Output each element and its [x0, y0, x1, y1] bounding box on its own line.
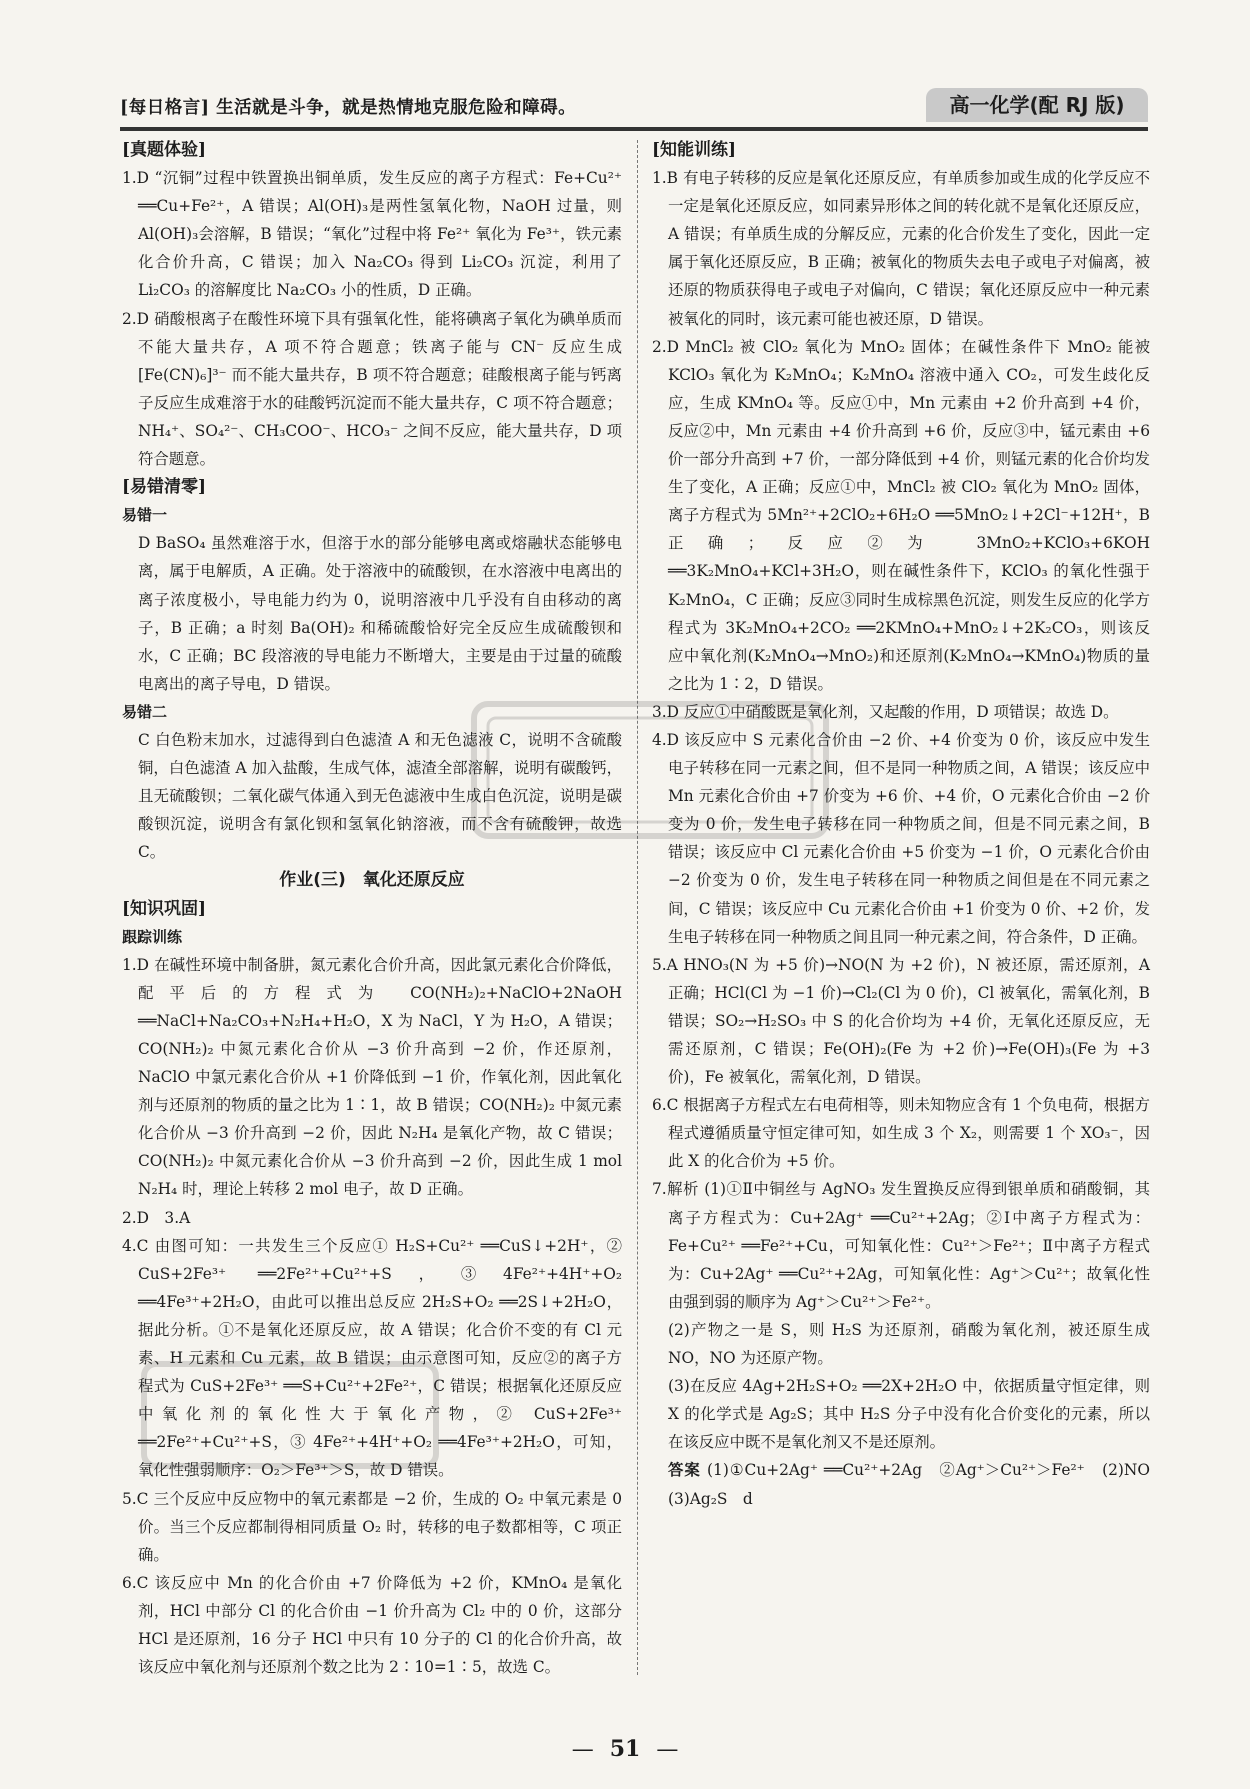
right-column: [652, 136, 1166, 1513]
assignment-title: 作业(三) 氧化还原反应: [279, 870, 465, 891]
explanation-paragraph: D BaSO₄ 虽然难溶于水，但溶于水的部分能够电离或熔融状态能够电离，属于电解质，A 正确。处于溶液中的硫酸钡，在水溶液中电离出的离子浓度极小，导电能力约为 0，说明溶液中几乎没有自由移动的离子，B 正确；a 时刻 Ba(OH)₂ 和稀硫酸恰好完全反应生成硫酸钡和水，C 正确；BC 段溶液的导电能力不断增大，主要是由于过量的硫酸电离出的离子导电，D 错误。: [138, 534, 622, 693]
section-heading-row: [122, 895, 622, 923]
subsection-label: 易错一: [122, 506, 168, 525]
answer-text: (1)①Cu+2Ag⁺ ══Cu²⁺+2Ag ②Ag⁺＞Cu²⁺＞Fe²⁺ (2)NO (3)Ag₂S d: [668, 1461, 1166, 1508]
section-heading: [真题体验]: [122, 140, 207, 160]
header-rule: [120, 127, 1148, 131]
answer-item: 3.D 反应①中硝酸既是氧化剂，又起酸的作用，D 项错误；故选 D。: [652, 702, 1119, 721]
section-heading-row: [122, 136, 622, 164]
answer-item: 5.C 三个反应中反应物中的氧元素都是 −2 价，生成的 O₂ 中氧元素是 0 价。当三个反应都制得相同质量 O₂ 时，转移的电子数都相等，C 项正确。: [122, 1489, 622, 1564]
book-title-badge: 高一化学(配 RJ 版): [926, 88, 1148, 122]
explanation-paragraph: (3)在反应 4Ag+2H₂S+O₂ ══2X+2H₂O 中，依据质量守恒定律，则 X 的化学式是 Ag₂S；其中 H₂S 分子中没有化合价变化的元素，所以在该反应中既不是氧化剂又不是还原剂。: [668, 1377, 1150, 1452]
answer-line: [652, 1456, 1166, 1512]
section-heading: [知识巩固]: [122, 898, 207, 919]
section-heading-row: [122, 473, 622, 501]
answer-item: 2.D MnCl₂ 被 ClO₂ 氧化为 MnO₂ 固体；在碱性条件下 MnO₂ 能被 KClO₃ 氧化为 K₂MnO₄；K₂MnO₄ 溶液中通入 CO₂，可发生歧化反应，生成 KMnO₄ 等。反应①中，Mn 元素由 +2 价升高到 +4 价，反应②中，Mn 元素由 +4 价升高到 +6 价，反应③中，锰元素由 +6 价一部分升高到 +7 价，一部分降低到 +4 价，则锰元素的化合价均发生了变化，A 正确；反应①中，MnCl₂ 被 ClO₂ 氧化为 MnO₂ 固体，离子方程式为 5Mn²⁺+2ClO₂+6H₂O ══5MnO₂↓+2Cl⁻+12H⁺，B 正确；反应②为 3MnO₂+KClO₃+6KOH ══3K₂MnO₄+KCl+3H₂O，则在碱性条件下，KClO₃ 的氧化性强于 K₂MnO₄，C 正确；反应③同时生成棕黑色沉淀，则发生反应的化学方程式为 3K₂MnO₄+2CO₂ ══2KMnO₄+MnO₂↓+2K₂CO₃，则该反应中氧化剂(K₂MnO₄→MnO₂)和还原剂(K₂MnO₄→KMnO₄)物质的量之比为 1∶2，D 错误。: [652, 337, 1150, 693]
answer-item: 1.D “沉铜”过程中铁置换出铜单质，发生反应的离子方程式：Fe+Cu²⁺ ══Cu+Fe²⁺，A 错误；Al(OH)₃是两性氢氧化物，NaOH 过量，则 Al(OH)₃会溶解，B 错误；“氧化”过程中将 Fe²⁺ 氧化为 Fe³⁺，铁元素化合价升高，C 错误；加入 Na₂CO₃ 得到 Li₂CO₃ 沉淀，利用了 Li₂CO₃ 的溶解度比 Na₂CO₃ 小的性质，D 正确。: [122, 169, 622, 300]
page-header: [120, 88, 1148, 128]
answer-item: 4.D 该反应中 S 元素化合价由 −2 价、+4 价变为 0 价，该反应中发生电子转移在同一元素之间，但不是同一种物质之间，A 错误；该反应中 Mn 元素化合价由 +7 价变为 +6 价、+4 价，O 元素化合价由 −2 价变为 0 价，发生电子转移在同一种物质之间，但是不同元素之间，B 错误；该反应中 Cl 元素化合价由 +5 价变为 −1 价，O 元素化合价由 −2 价变为 0 价，发生电子转移在同一种物质之间但是在不同元素之间，C 错误；该反应中 Cu 元素化合价由 +1 价变为 0 价、+2 价，发生电子转移在同一种物质之间且同一种元素之间，符合条件，D 正确。: [652, 730, 1150, 946]
section-heading: [知能训练]: [652, 140, 737, 160]
subsection-label: 易错二: [122, 702, 168, 721]
daily-motto: [每日格言] 生活就是斗争，就是热情地克服危险和障碍。: [120, 98, 577, 118]
explanation-paragraph: C 白色粉末加水，过滤得到白色滤渣 A 和无色滤液 C，说明不含硫酸铜，白色滤渣 A 加入盐酸，生成气体，滤渣全部溶解，说明有碳酸钙，且无硫酸钡；二氧化碳气体通入到无色滤液中生成白色沉淀，说明是碳酸钡沉淀，说明含有氯化钡和氢氧化钠溶液，而不含有硫酸钾，故选 C。: [138, 730, 622, 862]
answer-item: 2.D 3.A: [122, 1208, 191, 1227]
answer-item: 1.D 在碱性环境中制备肼，氮元素化合价升高，因此氯元素化合价降低，配平后的方程式为 CO(NH₂)₂+NaClO+2NaOH ══NaCl+Na₂CO₃+N₂H₄+H₂O，X 为 NaCl，Y 为 H₂O，A 错误；CO(NH₂)₂ 中氮元素化合价从 −3 价升高到 −2 价，作还原剂，NaClO 中氯元素化合价从 +1 价降低到 −1 价，作氧化剂，因此氧化剂与还原剂的物质的量之比为 1∶1，故 B 错误；CO(NH₂)₂ 中氮元素化合价从 −3 价升高到 −2 价，因此 N₂H₄ 是氧化产物，故 C 错误；CO(NH₂)₂ 中氮元素化合价从 −3 价升高到 −2 价，因此生成 1 mol N₂H₄ 时，理论上转移 2 mol 电子，故 D 正确。: [122, 955, 622, 1199]
answer-item: 2.D 硝酸根离子在酸性环境下具有强氧化性，能将碘离子氧化为碘单质而不能大量共存，A 项不符合题意；铁离子能与 CN⁻ 反应生成[Fe(CN)₆]³⁻ 而不能大量共存，B 项不符合题意；硅酸根离子能与钙离子反应生成难溶于水的硅酸钙沉淀而不能大量共存，C 项不符合题意；NH₄⁺、SO₄²⁻、CH₃COO⁻、HCO₃⁻ 之间不反应，能大量共存，D 项符合题意。: [122, 309, 622, 469]
page-number: — 51 —: [571, 1736, 679, 1762]
section-heading-row: [652, 136, 1150, 164]
page-number-value: 51: [609, 1736, 641, 1762]
answer-item: 6.C 根据离子方程式左右电荷相等，则未知物应含有 1 个负电荷，根据方程式遵循质量守恒定律可知，如生成 3 个 X₂，则需要 1 个 XO₃⁻，因此 X 的化合价为 +5 价。: [652, 1096, 1150, 1171]
subsection-label: 跟踪训练: [122, 927, 183, 946]
left-column: [122, 136, 622, 1681]
answer-item: 7.解析 (1)①Ⅱ中铜丝与 AgNO₃ 发生置换反应得到银单质和硝酸铜，其离子方程式为：Cu+2Ag⁺ ══Cu²⁺+2Ag；②Ⅰ中离子方程式为：Fe+Cu²⁺ ══Fe²⁺+Cu，可知氧化性：Cu²⁺＞Fe²⁺；Ⅱ中离子方程式为：Cu+2Ag⁺ ══Cu²⁺+2Ag，可知氧化性：Ag⁺＞Cu²⁺；故氧化性由强到弱的顺序为 Ag⁺＞Cu²⁺＞Fe²⁺。: [652, 1180, 1150, 1311]
answer-label: 答案: [668, 1461, 708, 1480]
answer-item: 4.C 由图可知：一共发生三个反应① H₂S+Cu²⁺ ══CuS↓+2H⁺，② CuS+2Fe³⁺ ══2Fe²⁺+Cu²⁺+S，③4Fe²⁺+4H⁺+O₂ ══4Fe³⁺+2H₂O，由此可以推出总反应 2H₂S+O₂ ══2S↓+2H₂O，据此分析。①不是氧化还原反应，故 A 错误；化合价不变的有 Cl 元素、H 元素和 Cu 元素，故 B 错误；由示意图可知，反应②的离子方程式为 CuS+2Fe³⁺ ══S+Cu²⁺+2Fe²⁺，C 错误；根据氧化还原反应中氧化剂的氧化性大于氧化产物，② CuS+2Fe³⁺ ══2Fe²⁺+Cu²⁺+S，③ 4Fe²⁺+4H⁺+O₂ ══4Fe³⁺+2H₂O，可知，氧化性强弱顺序：O₂＞Fe³⁺＞S，故 D 错误。: [122, 1236, 622, 1480]
answer-item: 1.B 有电子转移的反应是氧化还原反应，有单质参加或生成的化学反应不一定是氧化还原反应，如同素异形体之间的转化就不是氧化还原反应，A 错误；有单质生成的分解反应，元素的化合价发生了变化，因此一定属于氧化还原反应，B 正确；被氧化的物质失去电子或电子对偏离，被还原的物质获得电子或电子对偏向，C 错误；氧化还原反应中一种元素被氧化的同时，该元素可能也被还原，D 错误。: [652, 169, 1150, 328]
explanation-paragraph: (2)产物之一是 S，则 H₂S 为还原剂，硝酸为氧化剂，被还原生成 NO，NO 为还原产物。: [668, 1320, 1150, 1368]
answer-item: 5.A HNO₃(N 为 +5 价)→NO(N 为 +2 价)，N 被还原，需还原剂，A 正确；HCl(Cl 为 −1 价)→Cl₂(Cl 为 0 价)，Cl 被氧化，需氧化剂，B 错误；SO₂→H₂SO₃ 中 S 的化合价均为 +4 价，无氧化还原反应，无需还原剂，C 错误；Fe(OH)₂(Fe 为 +2 价)→Fe(OH)₃(Fe 为 +3 价)，Fe 被氧化，需氧化剂，D 错误。: [652, 955, 1150, 1087]
column-divider: [637, 140, 638, 1675]
section-heading: [易错清零]: [122, 477, 207, 498]
answer-item: 6.C 该反应中 Mn 的化合价由 +7 价降低为 +2 价，KMnO₄ 是氧化剂，HCl 中部分 Cl 的化合价由 −1 价升高为 Cl₂ 中的 0 价，这部分 HCl 是还原剂，16 分子 HCl 中只有 10 分子的 Cl 的化合价升高，故该反应中氧化剂与还原剂个数之比为 2∶10=1∶5，故选 C。: [122, 1573, 622, 1677]
